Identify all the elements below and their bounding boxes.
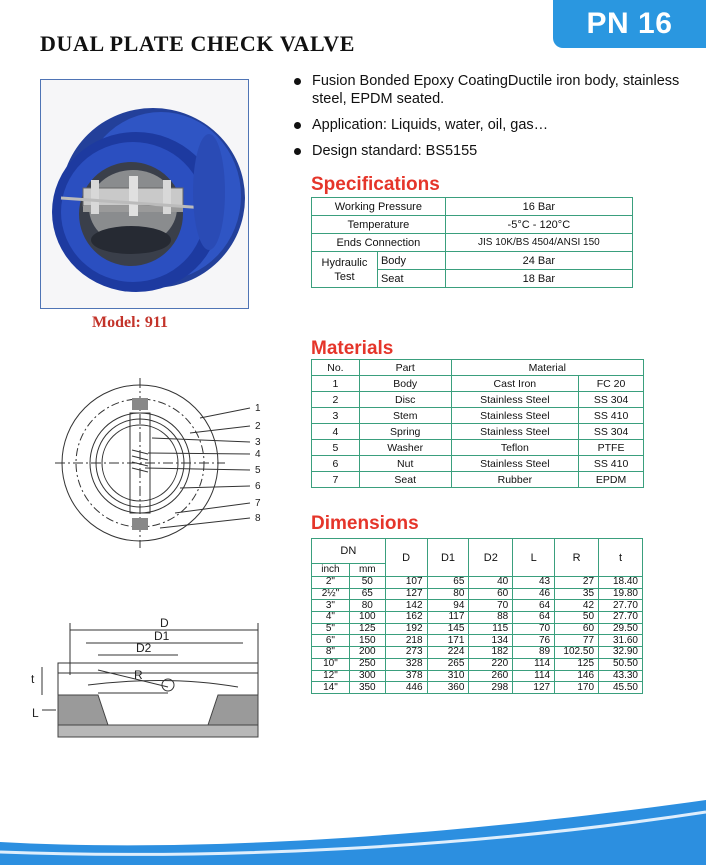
table-cell: 171	[427, 635, 469, 647]
table-cell: 107	[385, 577, 427, 589]
callout-7: 7	[255, 498, 261, 509]
table-cell: 18.40	[599, 577, 643, 589]
callout-6: 6	[255, 481, 261, 492]
table-cell: Stainless Steel	[451, 424, 579, 440]
table-cell: EPDM	[579, 472, 644, 488]
front-view-drawing	[40, 378, 280, 568]
table-cell: PTFE	[579, 440, 644, 456]
dim-label-d1: D1	[154, 629, 170, 643]
table-cell: 220	[469, 658, 513, 670]
table-cell: 114	[513, 658, 555, 670]
table-cell: 114	[513, 670, 555, 682]
table-cell: 150	[349, 635, 385, 647]
table-row	[312, 440, 644, 456]
table-cell: 76	[513, 635, 555, 647]
table-cell: 14"	[312, 682, 350, 694]
column-header: D	[385, 539, 427, 577]
table-row	[312, 658, 643, 670]
dim-label-t: t	[31, 672, 35, 686]
table-cell: 250	[349, 658, 385, 670]
table-cell: 70	[513, 623, 555, 635]
spec-value: JIS 10K/BS 4504/ANSI 150	[445, 234, 632, 252]
dim-label-r: R	[134, 668, 143, 682]
materials-heading: Materials	[311, 338, 394, 359]
table-cell: 2½"	[312, 588, 350, 600]
materials-body	[312, 376, 644, 488]
column-header: L	[513, 539, 555, 577]
spec-label: Ends Connection	[312, 234, 446, 252]
table-row	[312, 456, 644, 472]
table-cell: 42	[555, 600, 599, 612]
table-cell: 145	[427, 623, 469, 635]
table-cell: 192	[385, 623, 427, 635]
table-row	[312, 577, 643, 589]
specifications-heading: Specifications	[311, 174, 440, 195]
table-row	[312, 635, 643, 647]
column-header: R	[555, 539, 599, 577]
table-row	[312, 216, 633, 234]
table-cell: Teflon	[451, 440, 579, 456]
table-header-row	[312, 360, 644, 376]
spec-label: Body	[377, 252, 445, 270]
table-row	[312, 252, 633, 270]
table-row	[312, 612, 643, 624]
table-row	[312, 198, 633, 216]
table-cell: 65	[349, 588, 385, 600]
table-cell: 162	[385, 612, 427, 624]
dim-label-d: D	[160, 616, 169, 630]
table-cell: 265	[427, 658, 469, 670]
table-cell: Stainless Steel	[451, 456, 579, 472]
table-cell: 88	[469, 612, 513, 624]
table-cell: SS 410	[579, 408, 644, 424]
table-cell: 218	[385, 635, 427, 647]
table-cell: 7	[312, 472, 360, 488]
table-cell: 50	[349, 577, 385, 589]
table-cell: 80	[427, 588, 469, 600]
column-header: No.	[312, 360, 360, 376]
table-cell: 27.70	[599, 600, 643, 612]
table-cell: 35	[555, 588, 599, 600]
spec-label: Temperature	[312, 216, 446, 234]
callout-5: 5	[255, 465, 261, 476]
feature-item: Design standard: BS5155	[292, 142, 702, 160]
column-header: Material	[451, 360, 643, 376]
table-cell: 260	[469, 670, 513, 682]
page-title: DUAL PLATE CHECK VALVE	[40, 31, 355, 56]
table-row	[312, 682, 643, 694]
table-cell: 27	[555, 577, 599, 589]
callout-8: 8	[255, 513, 261, 524]
table-cell: 5	[312, 440, 360, 456]
table-cell: 4"	[312, 612, 350, 624]
spec-value: 18 Bar	[445, 270, 632, 288]
pn-badge: PN 16	[553, 0, 706, 48]
table-cell: 3	[312, 408, 360, 424]
table-cell: 2	[312, 392, 360, 408]
dim-label-d2: D2	[136, 641, 152, 655]
table-cell: SS 304	[579, 424, 644, 440]
dimensions-body	[312, 577, 643, 694]
column-header: mm	[349, 564, 385, 577]
table-cell: Body	[359, 376, 451, 392]
table-cell: 40	[469, 577, 513, 589]
table-cell: 60	[469, 588, 513, 600]
spec-label: Working Pressure	[312, 198, 446, 216]
table-cell: 5"	[312, 623, 350, 635]
table-cell: 100	[349, 612, 385, 624]
table-cell: 77	[555, 635, 599, 647]
table-cell: Spring	[359, 424, 451, 440]
spec-label: Seat	[377, 270, 445, 288]
table-cell: 446	[385, 682, 427, 694]
table-cell: 50.50	[599, 658, 643, 670]
table-cell: 27.70	[599, 612, 643, 624]
table-row	[312, 588, 643, 600]
dimensions-heading: Dimensions	[311, 513, 419, 534]
table-row	[312, 234, 633, 252]
table-row	[312, 472, 644, 488]
table-cell: 6	[312, 456, 360, 472]
table-cell: Stainless Steel	[451, 408, 579, 424]
feature-item: Application: Liquids, water, oil, gas…	[292, 116, 702, 134]
table-cell: 43.30	[599, 670, 643, 682]
table-row	[312, 424, 644, 440]
table-cell: 142	[385, 600, 427, 612]
table-cell: Cast Iron	[451, 376, 579, 392]
table-cell: 31.60	[599, 635, 643, 647]
table-cell: 60	[555, 623, 599, 635]
callout-4: 4	[255, 449, 261, 460]
table-cell: Nut	[359, 456, 451, 472]
table-cell: Stainless Steel	[451, 392, 579, 408]
dimensions-table	[311, 538, 643, 694]
table-cell: 328	[385, 658, 427, 670]
column-header: t	[599, 539, 643, 577]
table-cell: 3"	[312, 600, 350, 612]
hydraulic-test-label: Hydraulic Test	[312, 252, 378, 288]
table-cell: Washer	[359, 440, 451, 456]
table-cell: 125	[555, 658, 599, 670]
table-header-row	[312, 539, 643, 564]
table-cell: 46	[513, 588, 555, 600]
table-row	[312, 670, 643, 682]
table-cell: 2"	[312, 577, 350, 589]
table-cell: 115	[469, 623, 513, 635]
table-cell: SS 410	[579, 456, 644, 472]
table-cell: Disc	[359, 392, 451, 408]
table-cell: 378	[385, 670, 427, 682]
spec-value: -5°C - 120°C	[445, 216, 632, 234]
specifications-table	[311, 197, 633, 288]
table-cell: 19.80	[599, 588, 643, 600]
column-header: DN	[312, 539, 386, 564]
table-cell: 29.50	[599, 623, 643, 635]
spec-value: 24 Bar	[445, 252, 632, 270]
table-cell: 125	[349, 623, 385, 635]
table-cell: 45.50	[599, 682, 643, 694]
table-cell: 70	[469, 600, 513, 612]
product-photo	[40, 79, 249, 309]
table-cell: 134	[469, 635, 513, 647]
table-cell: 12"	[312, 670, 350, 682]
callout-3: 3	[255, 437, 261, 448]
feature-item: Fusion Bonded Epoxy CoatingDuctile iron body, stainless steel, EPDM seated.	[292, 72, 702, 108]
table-cell: 10"	[312, 658, 350, 670]
column-header: Part	[359, 360, 451, 376]
table-cell: SS 304	[579, 392, 644, 408]
table-row	[312, 647, 643, 659]
table-cell: 117	[427, 612, 469, 624]
valve-photo-illustration	[41, 80, 248, 308]
column-header: D2	[469, 539, 513, 577]
table-row	[312, 600, 643, 612]
table-cell: 182	[469, 647, 513, 659]
table-cell: 310	[427, 670, 469, 682]
table-cell: FC 20	[579, 376, 644, 392]
table-cell: 8"	[312, 647, 350, 659]
table-cell: 224	[427, 647, 469, 659]
table-cell: Stem	[359, 408, 451, 424]
table-row	[312, 392, 644, 408]
feature-list	[292, 72, 702, 168]
table-row	[312, 408, 644, 424]
table-cell: 50	[555, 612, 599, 624]
callout-2: 2	[255, 421, 261, 432]
dim-label-l: L	[32, 706, 39, 720]
table-cell: 89	[513, 647, 555, 659]
column-header: inch	[312, 564, 350, 577]
table-cell: 65	[427, 577, 469, 589]
table-cell: 200	[349, 647, 385, 659]
table-cell: 64	[513, 612, 555, 624]
table-cell: 80	[349, 600, 385, 612]
table-cell: Seat	[359, 472, 451, 488]
table-cell: 32.90	[599, 647, 643, 659]
table-cell: 6"	[312, 635, 350, 647]
table-cell: Rubber	[451, 472, 579, 488]
column-header: D1	[427, 539, 469, 577]
table-cell: 300	[349, 670, 385, 682]
table-cell: 350	[349, 682, 385, 694]
table-cell: 4	[312, 424, 360, 440]
table-cell: 64	[513, 600, 555, 612]
table-row	[312, 376, 644, 392]
table-cell: 360	[427, 682, 469, 694]
model-label: Model: 911	[92, 314, 168, 331]
materials-table	[311, 359, 644, 488]
table-cell: 146	[555, 670, 599, 682]
table-cell: 127	[513, 682, 555, 694]
table-row	[312, 623, 643, 635]
side-view-drawing	[28, 615, 278, 750]
table-cell: 170	[555, 682, 599, 694]
table-cell: 43	[513, 577, 555, 589]
table-cell: 94	[427, 600, 469, 612]
table-cell: 298	[469, 682, 513, 694]
table-cell: 1	[312, 376, 360, 392]
callout-1: 1	[255, 403, 261, 414]
table-cell: 273	[385, 647, 427, 659]
table-cell: 127	[385, 588, 427, 600]
table-cell: 102.50	[555, 647, 599, 659]
spec-value: 16 Bar	[445, 198, 632, 216]
